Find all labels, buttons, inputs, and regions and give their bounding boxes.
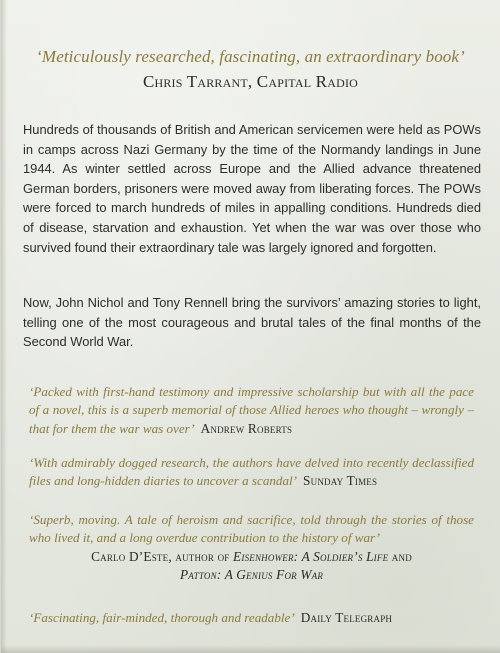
top-review-quote: ‘Meticulously researched, fascinating, an extraordinary book’ — [36, 47, 465, 66]
review-3-source-line-2 — [29, 566, 474, 584]
review-quote-4 — [29, 609, 474, 627]
review-3-author: Carlo D’Este, author of — [91, 548, 230, 564]
review-quote-1 — [29, 383, 474, 438]
review-2-source: Sunday Times — [303, 473, 378, 489]
review-4-text: ‘Fascinating, fair-minded, thorough and readable’ — [29, 610, 295, 625]
review-3-book-title-2: Patton: A Genius For War — [179, 567, 324, 583]
blurb-paragraph-2: Now, John Nichol and Tony Rennell bring the survivors’ amazing stories to light, telling one of the most courageous and brutal tales of the final months of the Second World War. — [23, 295, 481, 350]
review-quote-2 — [29, 454, 474, 491]
top-review-source: Chris Tarrant, Capital Radio — [142, 72, 359, 91]
blurb-paragraph-1: Hundreds of thousands of British and American servicemen were held as POWs in camps across Nazi Germany by the time of the Normandy landings in June 1944. As winter settled across Europe and the Allied advance threatened German borders, prisoners were moved away from liberating forces. The POWs were forced to march hundreds of miles in appalling conditions. Hundreds died of disease, starvation and exhaustion. Yet when the war was over those who survived found their extraordinary tale was largely ignored and forgotten. — [23, 122, 481, 255]
review-3-source-line-1 — [29, 548, 474, 566]
review-4-source: Daily Telegraph — [300, 610, 393, 625]
cover-left-edge-shadow — [1, 0, 7, 653]
cover-bottom-edge-shadow — [1, 645, 500, 653]
review-3-and: and — [391, 548, 412, 564]
review-3-text: ‘Superb, moving. A tale of heroism and sacrifice, told through the stories of those who lived it, and a long overdue contribution to the history of war’ — [29, 512, 474, 546]
review-1-source: Andrew Roberts — [200, 420, 293, 436]
review-2-text: ‘With admirably dogged research, the authors have delved into recently declassified files and long-hidden diaries to uncover a scandal’ — [29, 455, 474, 489]
review-1-text: ‘Packed with first-hand testimony and impressive scholarship but with all the pace of a novel, this is a superb memorial of those Allied heroes who thought – wrongly – that for them the war was over’ — [29, 384, 474, 436]
review-3-book-title-1: Eisenhower: A Soldier’s Life — [233, 548, 389, 564]
review-quote-3 — [29, 511, 474, 585]
